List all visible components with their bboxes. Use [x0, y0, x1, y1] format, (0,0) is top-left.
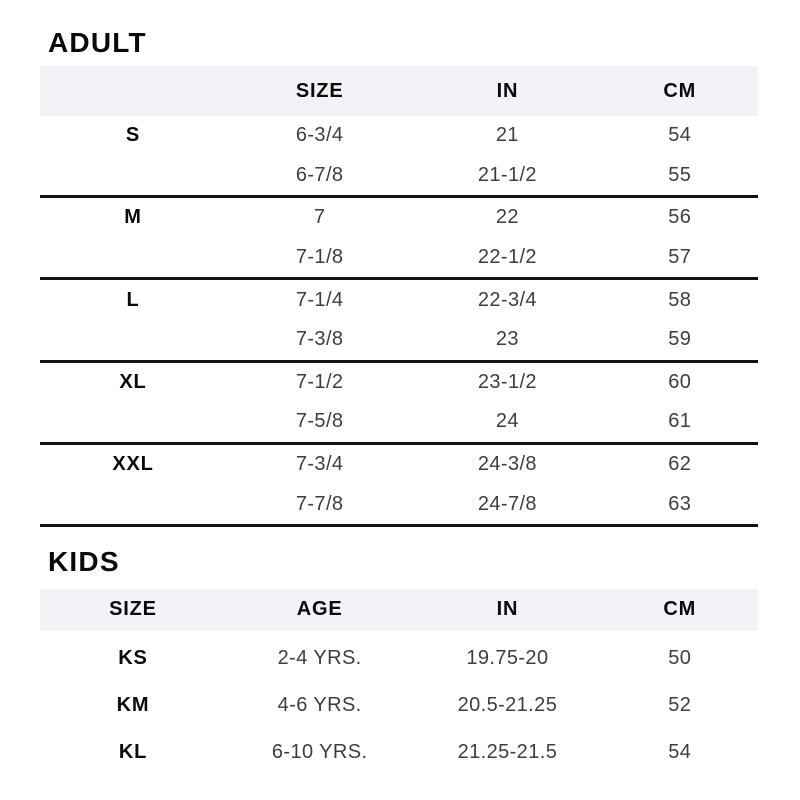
- cm-value: 56: [668, 206, 692, 229]
- size-label: XL: [119, 370, 147, 393]
- table-row: [40, 445, 758, 485]
- inches-value: 22: [495, 206, 519, 229]
- cm-value: 61: [668, 410, 692, 433]
- adult-header-size: SIZE: [295, 79, 344, 102]
- inches-value: 24-7/8: [477, 492, 537, 515]
- cm-value: 50: [668, 646, 692, 669]
- cm-value: 52: [668, 693, 692, 716]
- size-value: 7-1/2: [295, 370, 344, 393]
- adult-table-header-row: [40, 66, 758, 116]
- table-row: [40, 363, 758, 403]
- adult-section-title: ADULT: [48, 27, 147, 58]
- kids-header-in: IN: [496, 598, 519, 621]
- cm-value: 63: [668, 492, 692, 515]
- size-value: 7: [313, 206, 326, 229]
- cm-value: 54: [668, 740, 692, 763]
- size-label: S: [125, 124, 141, 147]
- kids-table-body: [40, 631, 758, 776]
- size-value: 7-1/4: [295, 288, 344, 311]
- inches-value: 23: [495, 328, 519, 351]
- size-value: 7-5/8: [295, 410, 344, 433]
- size-label: L: [126, 288, 140, 311]
- adult-size-table: [40, 66, 758, 527]
- size-label: M: [124, 206, 142, 229]
- inches-value: 24-3/8: [477, 453, 537, 476]
- cm-value: 62: [668, 453, 692, 476]
- table-row: [40, 320, 758, 360]
- size-label: KL: [118, 740, 148, 763]
- size-value: 6-7/8: [295, 163, 344, 186]
- table-row: [40, 116, 758, 156]
- cm-value: 55: [668, 163, 692, 186]
- size-label: KM: [116, 693, 150, 716]
- age-value: 4-6 YRS.: [277, 693, 362, 716]
- inches-value: 21-1/2: [477, 163, 537, 186]
- size-value: 7-3/8: [295, 328, 344, 351]
- adult-size-group-m: [40, 198, 758, 280]
- table-row: [40, 402, 758, 442]
- table-row: [40, 238, 758, 278]
- kids-size-table: [40, 589, 758, 776]
- kids-header-age: AGE: [296, 598, 343, 621]
- inches-value: 20.5-21.25: [457, 693, 558, 716]
- adult-size-group-l: [40, 280, 758, 362]
- table-row: [40, 635, 758, 682]
- size-value: 7-7/8: [295, 492, 344, 515]
- kids-header-cm: CM: [663, 598, 697, 621]
- kids-header-size: SIZE: [109, 598, 157, 621]
- table-row: [40, 198, 758, 238]
- table-row: [40, 682, 758, 729]
- kids-section-title: KIDS: [48, 545, 120, 577]
- size-label: XXL: [112, 453, 154, 476]
- table-row: [40, 280, 758, 320]
- inches-value: 19.75-20: [466, 646, 549, 669]
- size-value: 6-3/4: [295, 124, 344, 147]
- adult-section: [40, 27, 758, 527]
- inches-value: 22-3/4: [477, 288, 537, 311]
- adult-header-cm: CM: [663, 79, 697, 102]
- cm-value: 57: [668, 246, 692, 269]
- kids-section: [40, 545, 758, 776]
- cm-value: 60: [668, 370, 692, 393]
- kids-table-header-row: [40, 589, 758, 631]
- table-row: [40, 729, 758, 776]
- adult-size-group-xxl: [40, 445, 758, 527]
- size-value: 7-1/8: [295, 246, 344, 269]
- adult-header-in: IN: [496, 79, 519, 102]
- inches-value: 21.25-21.5: [457, 740, 558, 763]
- adult-size-group-xl: [40, 363, 758, 445]
- size-label: KS: [118, 646, 148, 669]
- age-value: 6-10 YRS.: [271, 740, 368, 763]
- inches-value: 24: [495, 410, 519, 433]
- cm-value: 59: [668, 328, 692, 351]
- table-row: [40, 484, 758, 524]
- age-value: 2-4 YRS.: [277, 646, 362, 669]
- inches-value: 22-1/2: [477, 246, 537, 269]
- cm-value: 58: [668, 288, 692, 311]
- size-value: 7-3/4: [295, 453, 344, 476]
- table-row: [40, 156, 758, 196]
- inches-value: 21: [495, 124, 519, 147]
- cm-value: 54: [668, 124, 692, 147]
- inches-value: 23-1/2: [477, 370, 537, 393]
- adult-size-group-s: [40, 116, 758, 198]
